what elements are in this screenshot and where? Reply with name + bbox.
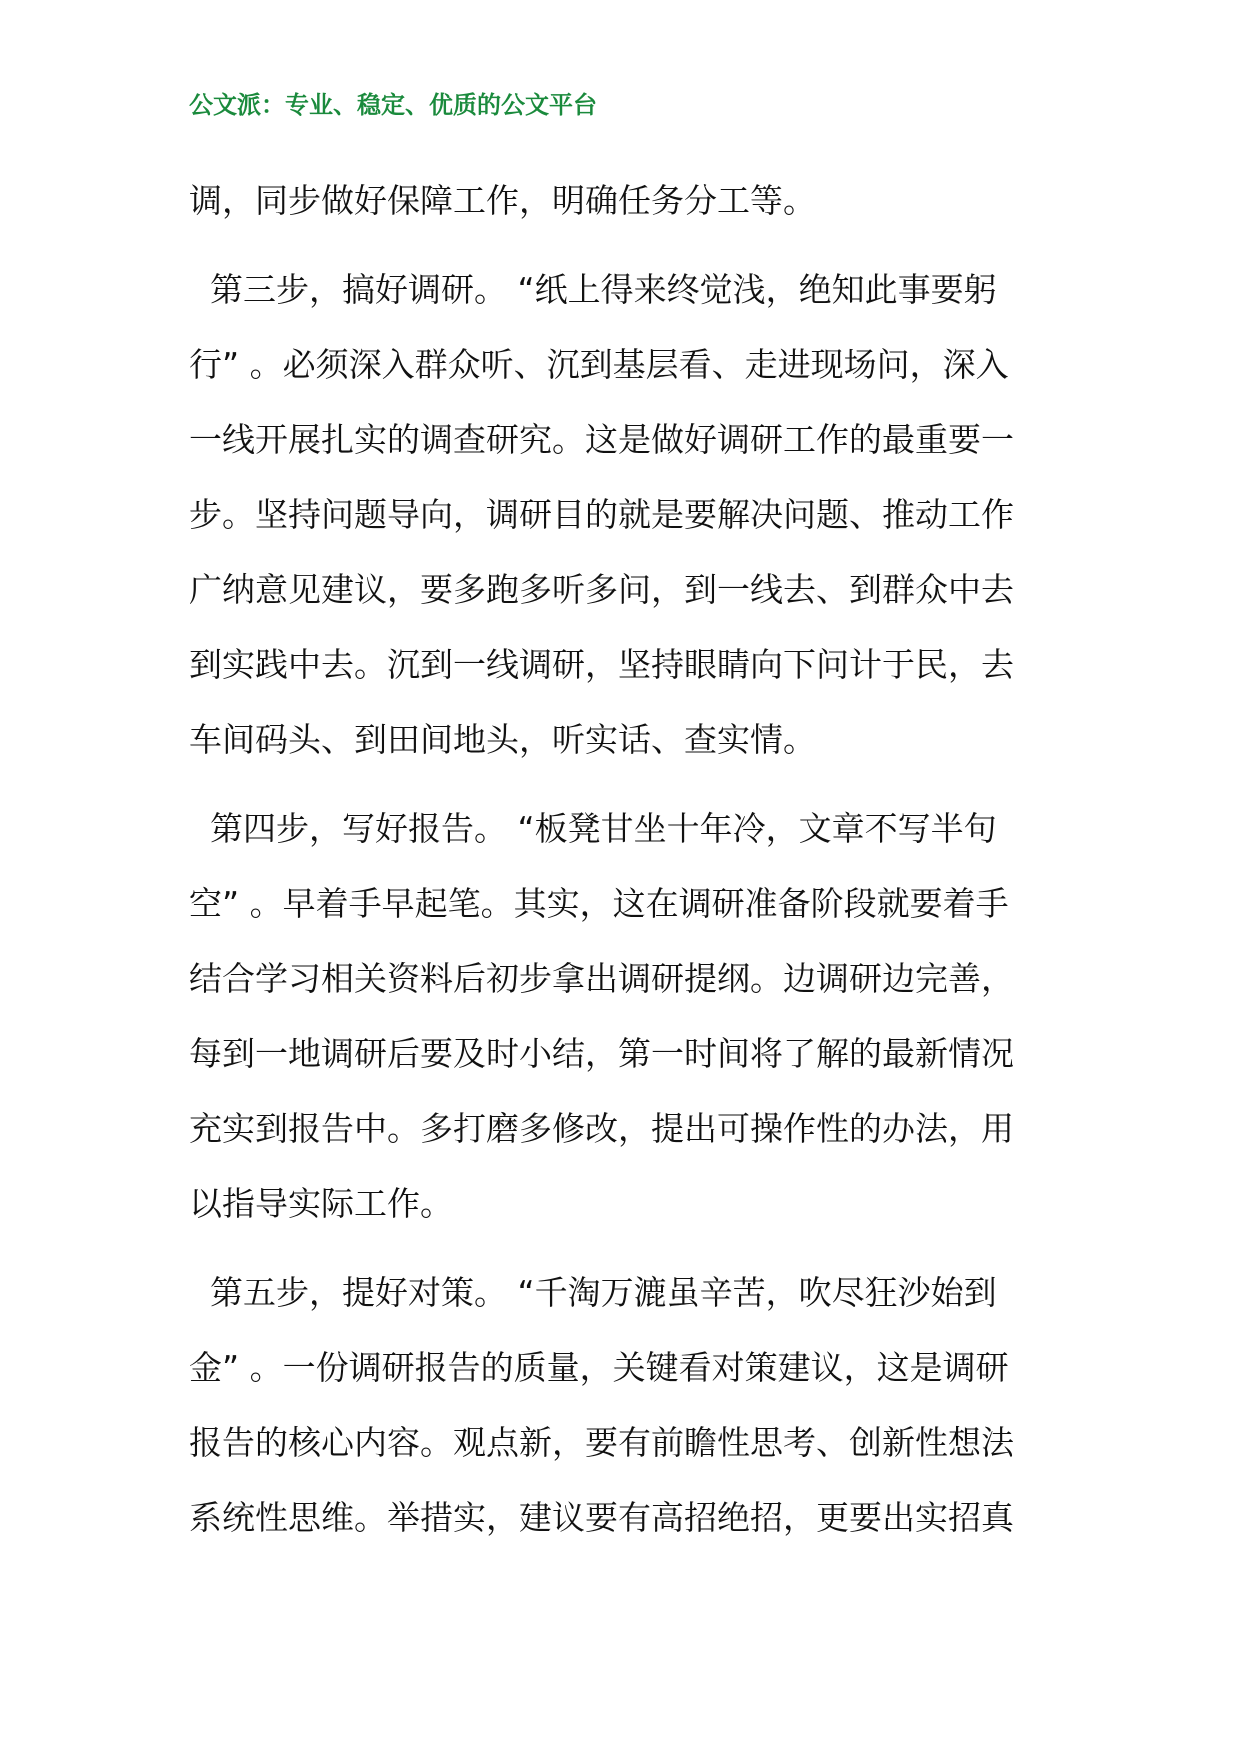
paragraph [189, 791, 1059, 1241]
text-line: 第三步，搞好调研。 “纸上得来终觉浅，绝知此事要躬 [189, 270, 997, 309]
paragraph [189, 1255, 1059, 1555]
text-line: 每到一地调研后要及时小结，第一时间将了解的最新情况 [189, 1034, 1014, 1073]
text-line: 一线开展扎实的调查研究。这是做好调研工作的最重要一 [189, 420, 1014, 459]
text-line: 到实践中去。沉到一线调研，坚持眼睛向下问计于民，去 [189, 645, 1014, 684]
document-body [189, 163, 1059, 1555]
paragraph [189, 252, 1059, 777]
text-line: 以指导实际工作。 [189, 1184, 453, 1223]
text-line: 广纳意见建议，要多跑多听多问，到一线去、到群众中去 [189, 570, 1014, 609]
text-line: 步。坚持问题导向，调研目的就是要解决问题、推动工作 [189, 495, 1014, 534]
text-line: 车间码头、到田间地头，听实话、查实情。 [189, 720, 816, 759]
text-line: 金” 。一份调研报告的质量，关键看对策建议，这是调研 [189, 1348, 1009, 1387]
text-line: 报告的核心内容。观点新，要有前瞻性思考、创新性想法 [189, 1423, 1014, 1462]
text-line: 第四步，写好报告。 “板凳甘坐十年冷，文章不写半句 [189, 809, 997, 848]
text-line: 调，同步做好保障工作，明确任务分工等。 [189, 181, 816, 220]
text-line: 系统性思维。举措实，建议要有高招绝招，更要出实招真 [189, 1498, 1014, 1537]
text-line: 行” 。必须深入群众听、沉到基层看、走进现场问，深入 [189, 345, 1009, 384]
paragraph [189, 163, 1059, 238]
text-line: 充实到报告中。多打磨多修改，提出可操作性的办法，用 [189, 1109, 1014, 1148]
text-line: 空” 。早着手早起笔。其实，这在调研准备阶段就要着手 [189, 884, 1009, 923]
page-header: 公文派：专业、稳定、优质的公文平台 [189, 91, 597, 119]
text-line: 结合学习相关资料后初步拿出调研提纲。边调研边完善， [189, 959, 1014, 998]
text-line: 第五步，提好对策。 “千淘万漉虽辛苦，吹尽狂沙始到 [189, 1273, 997, 1312]
